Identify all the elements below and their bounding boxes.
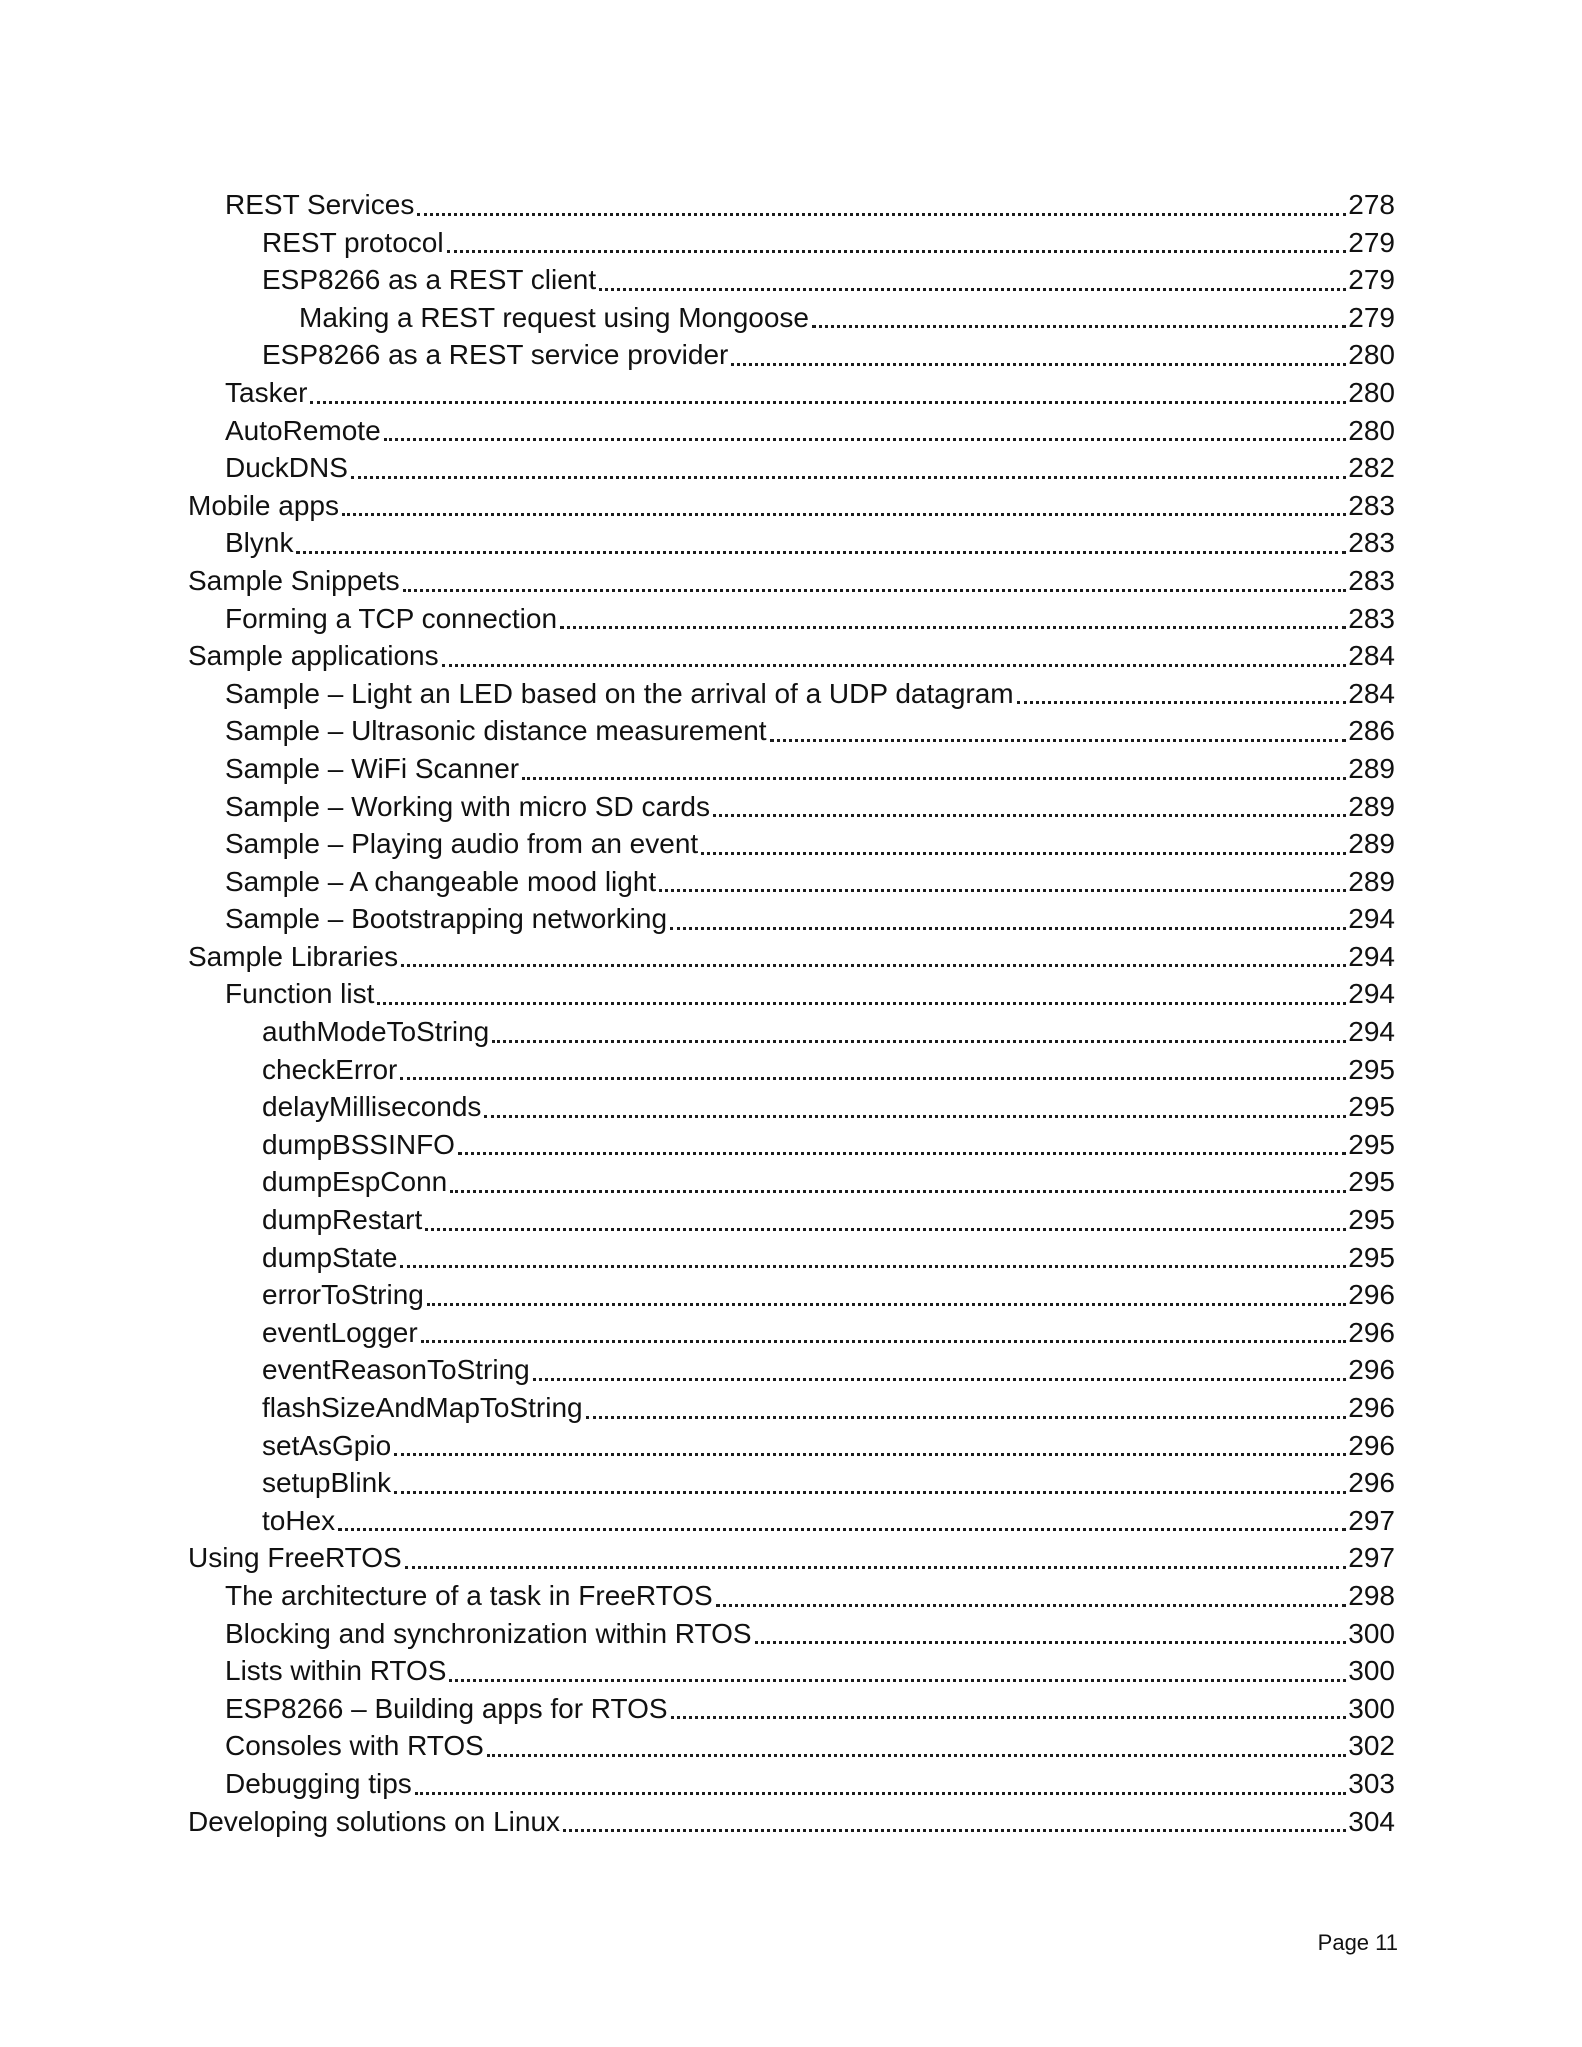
toc-dot-leader — [599, 288, 1346, 291]
toc-entry-page: 280 — [1348, 414, 1395, 446]
toc-dot-leader — [425, 1228, 1346, 1231]
toc-entry — [188, 1351, 1395, 1389]
toc-entry-page: 289 — [1348, 865, 1395, 897]
toc-entry-page: 294 — [1348, 940, 1395, 972]
toc-dot-leader — [533, 1378, 1347, 1381]
toc-entry-label: authModeToString — [262, 1016, 490, 1048]
toc-entry-page: 295 — [1348, 1166, 1395, 1198]
toc-dot-leader — [449, 1679, 1346, 1682]
toc-entry — [188, 1126, 1395, 1164]
toc-entry-label: flashSizeAndMapToString — [262, 1392, 583, 1423]
toc-dot-leader — [400, 1265, 1346, 1268]
toc-entry-label: Function list — [225, 978, 375, 1010]
toc-dot-leader — [442, 664, 1347, 667]
toc-entry — [188, 1427, 1395, 1465]
toc-entry-label: errorToString — [262, 1279, 424, 1311]
toc-dot-leader — [296, 551, 1346, 554]
toc-dot-leader — [659, 889, 1346, 892]
toc-dot-leader — [563, 1829, 1346, 1832]
toc-dot-leader — [342, 513, 1346, 516]
toc-entry-page: 296 — [1348, 1429, 1395, 1461]
toc-entry-page: 280 — [1348, 339, 1395, 371]
toc-entry-page: 304 — [1348, 1805, 1395, 1837]
toc-entry — [188, 1389, 1395, 1427]
toc-entry-page: 297 — [1348, 1542, 1395, 1574]
toc-dot-leader — [417, 213, 1346, 216]
toc-entry-page: 289 — [1348, 828, 1395, 860]
toc-entry-label: Sample – Playing audio from an event — [225, 828, 699, 860]
toc-dot-leader — [421, 1340, 1347, 1343]
toc-entry-page: 296 — [1348, 1392, 1395, 1423]
toc-dot-leader — [458, 1152, 1346, 1155]
toc-entry-page: 298 — [1348, 1579, 1395, 1611]
toc-entry-label: ESP8266 – Building apps for RTOS — [225, 1692, 668, 1724]
toc-entry-page: 296 — [1348, 1316, 1395, 1348]
toc-entry-label: eventReasonToString — [262, 1354, 530, 1386]
toc-entry — [188, 975, 1395, 1013]
toc-entry-page: 296 — [1348, 1279, 1395, 1311]
toc-dot-leader — [716, 1604, 1347, 1607]
toc-entry-label: Lists within RTOS — [225, 1655, 447, 1687]
toc-dot-leader — [812, 325, 1346, 328]
toc-entry — [188, 938, 1395, 976]
toc-entry — [188, 637, 1395, 675]
toc-entry-page: 279 — [1348, 226, 1395, 258]
toc-entry — [188, 412, 1395, 450]
toc-dot-leader — [310, 401, 1346, 404]
toc-entry — [188, 261, 1395, 299]
toc-entry — [188, 712, 1395, 750]
toc-entry-page: 294 — [1348, 903, 1395, 935]
toc-dot-leader — [755, 1641, 1347, 1644]
toc-entry — [188, 900, 1395, 938]
toc-entry-label: checkError — [262, 1053, 398, 1085]
toc-entry-label: Blocking and synchronization within RTOS — [225, 1617, 752, 1649]
toc-entry-label: dumpBSSINFO — [262, 1128, 455, 1160]
toc-entry — [188, 1201, 1395, 1239]
toc-entry-page: 280 — [1348, 376, 1395, 408]
toc-entry-label: The architecture of a task in FreeRTOS — [225, 1579, 713, 1611]
toc-entry-label: REST Services — [225, 189, 415, 220]
toc-entry-page: 289 — [1348, 752, 1395, 784]
toc-entry-label: Forming a TCP connection — [225, 602, 558, 634]
toc-entry — [188, 487, 1395, 525]
toc-dot-leader — [405, 1566, 1347, 1569]
toc-dot-leader — [427, 1303, 1346, 1306]
toc-entry-page: 279 — [1348, 264, 1395, 296]
toc-entry-label: Sample – Working with micro SD cards — [225, 790, 710, 822]
toc-entry — [188, 1615, 1395, 1653]
toc-entry-page: 295 — [1348, 1053, 1395, 1085]
toc-entry-page: 284 — [1348, 640, 1395, 672]
toc-dot-leader — [560, 626, 1346, 629]
toc-entry — [188, 1502, 1395, 1540]
toc-entry — [188, 1276, 1395, 1314]
toc-entry-label: dumpState — [262, 1241, 398, 1273]
toc-dot-leader — [671, 1716, 1347, 1719]
toc-entry — [188, 1577, 1395, 1615]
toc-dot-leader — [770, 739, 1347, 742]
toc-entry-page: 294 — [1348, 978, 1395, 1010]
toc-entry-page: 278 — [1348, 189, 1395, 220]
toc-entry-label: Sample Snippets — [188, 564, 400, 596]
toc-entry-label: Making a REST request using Mongoose — [299, 301, 809, 333]
toc-entry-label: dumpRestart — [262, 1204, 423, 1236]
toc-entry — [188, 299, 1395, 337]
toc-entry — [188, 675, 1395, 713]
toc-dot-leader — [670, 927, 1346, 930]
toc-entry-page: 295 — [1348, 1091, 1395, 1123]
toc-entry-page: 286 — [1348, 715, 1395, 747]
toc-entry — [188, 1088, 1395, 1126]
toc-dot-leader — [484, 1115, 1346, 1118]
toc-entry-label: Sample applications — [188, 640, 439, 672]
page-number-footer: Page 11 — [1317, 1930, 1398, 1955]
toc-dot-leader — [487, 1754, 1346, 1757]
toc-entry-page: 296 — [1348, 1467, 1395, 1499]
toc-entry-page: 283 — [1348, 564, 1395, 596]
toc-entry — [188, 562, 1395, 600]
toc-entry — [188, 1163, 1395, 1201]
toc-entry — [188, 374, 1395, 412]
toc-entry — [188, 1690, 1395, 1728]
toc-dot-leader — [400, 1077, 1346, 1080]
toc-dot-leader — [377, 1002, 1346, 1005]
toc-entry-page: 282 — [1348, 452, 1395, 484]
toc-entry-label: Sample Libraries — [188, 940, 399, 972]
toc-entry-label: Sample – Bootstrapping networking — [225, 903, 668, 935]
toc-entry-label: REST protocol — [262, 226, 444, 258]
toc-entry-page: 302 — [1348, 1730, 1395, 1762]
toc-dot-leader — [415, 1792, 1346, 1795]
toc-entry-label: Debugging tips — [225, 1767, 412, 1799]
toc-dot-leader — [394, 1453, 1346, 1456]
toc-entry-label: Blynk — [225, 527, 294, 559]
toc-entry-label: DuckDNS — [225, 452, 348, 484]
toc-entry — [188, 186, 1395, 224]
toc-entry — [188, 449, 1395, 487]
toc-entry — [188, 750, 1395, 788]
toc-entry-page: 283 — [1348, 602, 1395, 634]
toc-dot-leader — [1017, 701, 1347, 704]
toc-entry-page: 297 — [1348, 1504, 1395, 1536]
toc-entry-page: 283 — [1348, 527, 1395, 559]
toc-entry-page: 300 — [1348, 1692, 1395, 1724]
toc-entry-label: dumpEspConn — [262, 1166, 448, 1198]
toc-entry — [188, 1803, 1395, 1841]
toc-entry — [188, 1539, 1395, 1577]
toc-dot-leader — [701, 852, 1346, 855]
toc-entry — [188, 1013, 1395, 1051]
toc-entry-label: Sample – Ultrasonic distance measurement — [225, 715, 767, 747]
toc-entry-label: eventLogger — [262, 1316, 418, 1348]
toc-entry-label: Sample – Light an LED based on the arrival of a UDP datagram — [225, 677, 1014, 709]
toc-dot-leader — [403, 589, 1347, 592]
toc-dot-leader — [450, 1190, 1346, 1193]
toc-entry — [188, 1652, 1395, 1690]
toc-entry — [188, 1464, 1395, 1502]
toc-entry-label: toHex — [262, 1504, 336, 1536]
toc-entry-label: Developing solutions on Linux — [188, 1805, 561, 1837]
toc-entry-page: 283 — [1348, 489, 1395, 521]
toc-entry-label: setAsGpio — [262, 1429, 392, 1461]
toc-entry-page: 295 — [1348, 1204, 1395, 1236]
toc-entry-label: Tasker — [225, 376, 308, 408]
toc-entry-page: 294 — [1348, 1016, 1395, 1048]
toc-entry — [188, 1051, 1395, 1089]
toc-entry — [188, 863, 1395, 901]
toc-entry-label: Using FreeRTOS — [188, 1542, 402, 1574]
toc-entry-page: 300 — [1348, 1655, 1395, 1687]
toc-entry-page: 295 — [1348, 1128, 1395, 1160]
toc-entry — [188, 1765, 1395, 1803]
toc-entry-label: ESP8266 as a REST service provider — [262, 339, 729, 371]
toc-entry — [188, 1239, 1395, 1277]
toc-entry-label: Mobile apps — [188, 489, 339, 521]
toc-entry-label: delayMilliseconds — [262, 1091, 482, 1123]
toc-entry — [188, 1727, 1395, 1765]
toc-entry — [188, 1314, 1395, 1352]
toc-dot-leader — [351, 476, 1346, 479]
toc-entry-page: 284 — [1348, 677, 1395, 709]
table-of-contents — [188, 186, 1395, 1840]
toc-dot-leader — [522, 777, 1346, 780]
toc-entry-page: 296 — [1348, 1354, 1395, 1386]
toc-dot-leader — [731, 363, 1346, 366]
toc-entry — [188, 825, 1395, 863]
toc-dot-leader — [447, 250, 1347, 253]
toc-dot-leader — [338, 1528, 1346, 1531]
toc-dot-leader — [492, 1040, 1346, 1043]
toc-entry-label: AutoRemote — [225, 414, 381, 446]
toc-entry-label: ESP8266 as a REST client — [262, 264, 597, 296]
toc-dot-leader — [401, 964, 1346, 967]
toc-entry — [188, 788, 1395, 826]
toc-entry — [188, 600, 1395, 638]
toc-entry-label: Consoles with RTOS — [225, 1730, 484, 1762]
toc-entry-page: 289 — [1348, 790, 1395, 822]
toc-dot-leader — [394, 1491, 1346, 1494]
toc-dot-leader — [586, 1416, 1347, 1419]
toc-entry-page: 295 — [1348, 1241, 1395, 1273]
toc-entry-label: Sample – A changeable mood light — [225, 865, 657, 897]
toc-entry-label: setupBlink — [262, 1467, 392, 1499]
toc-entry-page: 300 — [1348, 1617, 1395, 1649]
toc-entry-page: 279 — [1348, 301, 1395, 333]
toc-entry-label: Sample – WiFi Scanner — [225, 752, 520, 784]
toc-entry — [188, 336, 1395, 374]
toc-entry-page: 303 — [1348, 1767, 1395, 1799]
toc-dot-leader — [384, 438, 1347, 441]
toc-entry — [188, 524, 1395, 562]
toc-entry — [188, 224, 1395, 262]
toc-dot-leader — [713, 814, 1346, 817]
